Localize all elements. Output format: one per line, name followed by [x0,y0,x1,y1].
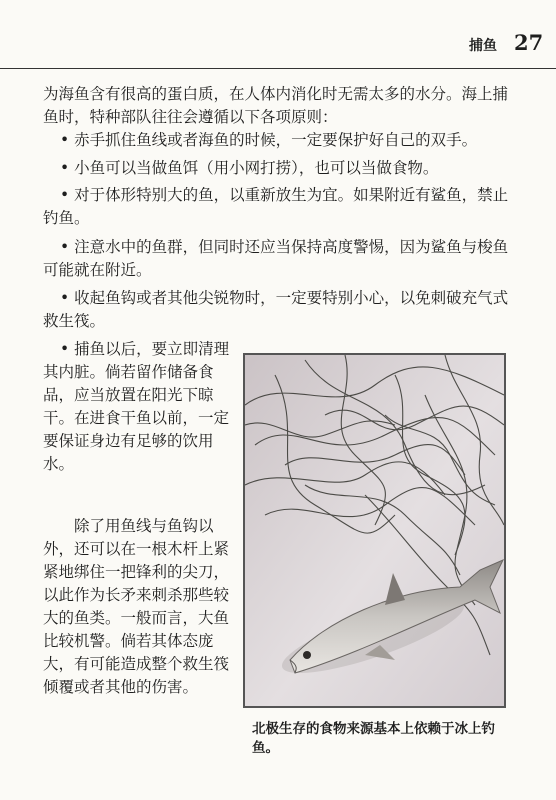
bullet-item: • 捕鱼以后，要立即清理其内脏。倘若留作储备食品，应当放置在阳光下晾干。在进食干鱼以前，一定要保证身边有足够的饮用水。 [43,340,230,473]
bullet-item: • 赤手抓住鱼线或者海鱼的时候，一定要保护好自己的双手。 [60,131,478,149]
bullet-item: • 小鱼可以当做鱼饵（用小网打捞），也可以当做食物。 [60,159,439,177]
running-header-section: 捕鱼 [469,38,497,54]
header-rule [0,68,556,69]
spear-paragraph: 除了用鱼线与鱼钩以外，还可以在一根木杆上紧紧地绑住一把锋利的尖刀，以此作为长矛来刺杀那些较大的鱼类。一般而言，大鱼比较机警。倘若其体态庞大，有可能造成整个救生筏倾覆或者其他的伤害。 [43,517,230,696]
bullet-item: • 注意水中的鱼群，但同时还应当保持高度警惕，因为鲨鱼与梭鱼可能就在附近。 [43,238,509,279]
bullet-item: • 对于体形特别大的鱼，以重新放生为宜。如果附近有鲨鱼，禁止钓鱼。 [43,186,509,227]
fish-and-net-illustration [245,355,504,706]
page-number: 27 [514,30,544,55]
photo-fish-on-ice [243,353,506,708]
bullet-item: • 收起鱼钩或者其他尖锐物时，一定要特别小心，以免刺破充气式救生筏。 [43,289,509,330]
intro-paragraph: 为海鱼含有很高的蛋白质，在人体内消化时无需太多的水分。海上捕鱼时，特种部队往往会遵循以下各项原则： [43,85,509,126]
figure-caption: 北极生存的食物来源基本上依赖于冰上钓鱼。 [252,721,495,756]
